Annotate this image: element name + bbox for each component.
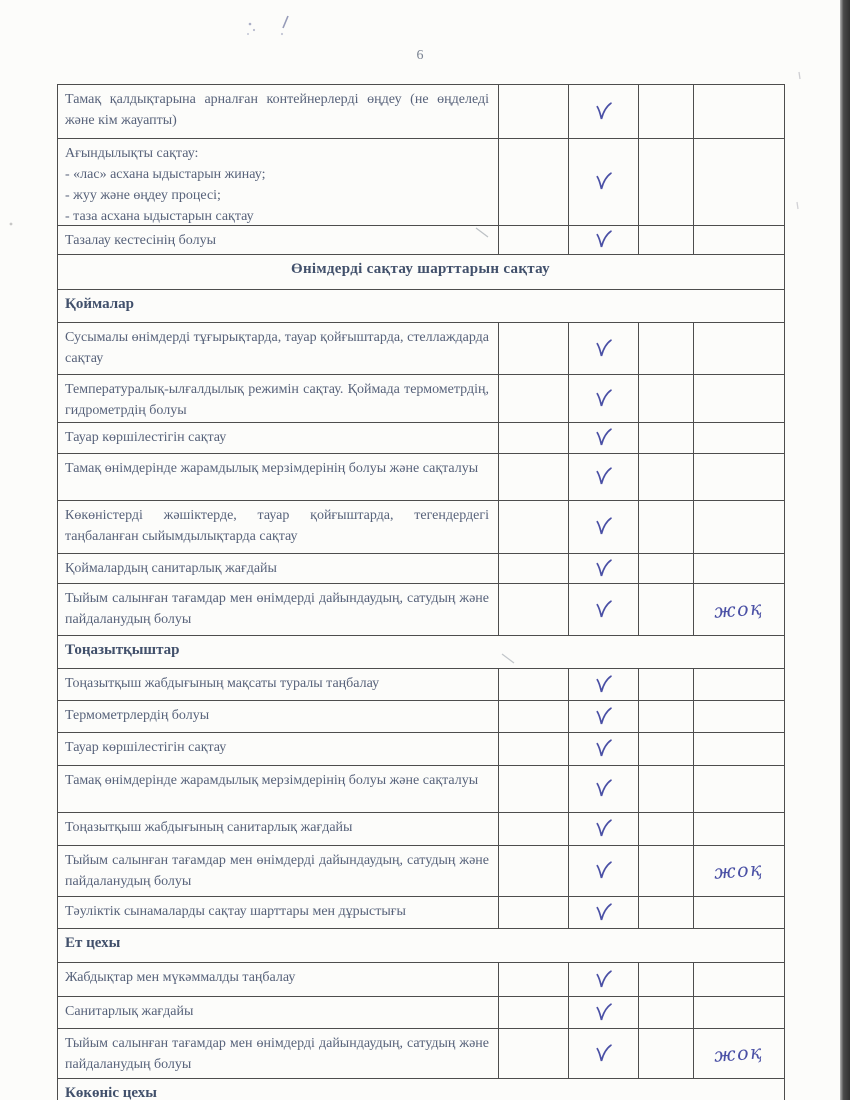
check-cell [568,963,638,996]
checkmark-icon [594,861,612,882]
empty-cell [498,669,568,700]
note-cell [693,323,784,374]
checkmark-icon [594,969,612,990]
item-text: Тоңазытқыш жабдығының санитарлық жағдайы [65,820,353,835]
table-row [58,554,784,584]
checkmark-icon [594,1002,612,1023]
subsection-header-row [58,1079,784,1100]
empty-cell [638,1029,693,1078]
note-cell [693,701,784,732]
table-row [58,701,784,733]
checkmark-icon [594,467,612,488]
item-text: Температуралық-ылғалдылық режимін сақтау. Қоймада термометрдің, гидрометрдің болуы [65,382,489,418]
empty-cell [638,554,693,583]
item-text: Тазалау кестесінің болуы [65,233,216,248]
empty-cell [638,454,693,500]
checkmark-icon [594,1043,612,1064]
item-text: Тыйым салынған тағамдар мен өнімдерді дайындаудың, сатудың және пайдаланудың болуы [65,591,489,627]
item-text: Тоңазытқыш жабдығының мақсаты туралы таңбалау [65,676,380,691]
empty-cell [638,226,693,254]
item-text: Тамақ қалдықтарына арналған контейнерлерді өңдеу (не өңделеді және кім жауапты) [65,92,489,128]
note-cell [693,85,784,138]
table-row [58,501,784,554]
section-title: Көкөніс цехы [65,1085,157,1100]
table-row [58,423,784,454]
section-title: Тоңазытқыштар [65,642,180,658]
empty-cell [638,139,693,225]
check-cell [568,897,638,928]
table-row [58,454,784,501]
checkmark-icon [594,706,612,727]
checkmark-icon [594,428,612,449]
note-cell [693,846,784,896]
item-text: Қоймалардың санитарлық жағдайы [65,561,277,576]
note-cell [693,897,784,928]
empty-cell [498,733,568,765]
table-row [58,1029,784,1079]
empty-cell [638,701,693,732]
checkmark-icon [594,674,612,695]
table-row [58,139,784,226]
empty-cell [638,897,693,928]
checkmark-icon [594,739,612,760]
subsection-header-row [58,290,784,323]
empty-cell [498,997,568,1028]
item-text: Сусымалы өнімдерді тұғырықтарда, тауар қойғыштарда, стеллаждарда сақтау [65,330,489,366]
item-text: Тыйым салынған тағамдар мен өнімдерді дайындаудың, сатудың және пайдаланудың болуы [65,1036,489,1072]
note-cell [693,226,784,254]
item-text: Тәуліктік сынамаларды сақтау шарттары мен дұрыстығы [65,904,406,919]
empty-cell [498,85,568,138]
empty-cell [638,813,693,845]
table-row [58,584,784,636]
table-row [58,813,784,846]
check-cell [568,375,638,422]
note-cell [693,584,784,635]
empty-cell [638,323,693,374]
empty-cell [498,584,568,635]
check-cell [568,584,638,635]
check-cell [568,423,638,453]
check-cell [568,733,638,765]
note-cell [693,733,784,765]
empty-cell [498,846,568,896]
empty-cell [638,85,693,138]
empty-cell [638,846,693,896]
empty-cell [498,701,568,732]
checkmark-icon [594,902,612,923]
empty-cell [498,766,568,812]
table-row [58,997,784,1029]
checkmark-icon [594,172,612,193]
checkmark-icon [594,558,612,579]
item-text: Тамақ өнімдерінде жарамдылық мерзімдерінің болуы және сақталуы [65,461,479,476]
check-cell [568,85,638,138]
table-row [58,226,784,255]
empty-cell [638,997,693,1028]
empty-cell [498,897,568,928]
table-row [58,733,784,766]
edge-speck [796,70,804,82]
subsection-header-row [58,636,784,669]
page-number: 6 [416,48,424,63]
check-cell [568,846,638,896]
table-row [58,897,784,929]
empty-cell [638,423,693,453]
check-cell [568,501,638,553]
check-cell [568,323,638,374]
ink-smudge [243,10,301,42]
note-cell [693,1029,784,1078]
item-text: Тыйым салынған тағамдар мен өнімдерді дайындаудың, сатудың және пайдаланудың болуы [65,853,489,889]
note-cell [693,501,784,553]
table-row [58,846,784,897]
section-title: Ет цехы [65,935,121,951]
empty-cell [498,375,568,422]
note-cell [693,375,784,422]
table-row [58,375,784,423]
item-text: Термометрлердің болуы [65,708,210,723]
check-cell [568,813,638,845]
checkmark-icon [594,338,612,359]
check-cell [568,554,638,583]
item-text: Тауар көршілестігін сақтау [65,740,227,755]
empty-cell [638,375,693,422]
margin-speck [8,220,16,230]
checkmark-icon [594,388,612,409]
item-text: Көкөністерді жәшіктерде, тауар қойғыштарда, тегендердегі таңбаланған сыйымдылықтарда сақтау [65,508,489,544]
empty-cell [498,423,568,453]
empty-cell [498,554,568,583]
section-header-row [58,255,784,290]
empty-cell [638,766,693,812]
check-cell [568,997,638,1028]
empty-cell [638,733,693,765]
table-row [58,85,784,139]
empty-cell [638,669,693,700]
subsection-header-row [58,929,784,963]
empty-cell [498,323,568,374]
empty-cell [498,501,568,553]
table-row [58,963,784,997]
check-cell [568,701,638,732]
note-cell [693,963,784,996]
empty-cell [498,454,568,500]
empty-cell [638,501,693,553]
handwritten-note: жоқ [713,596,765,623]
item-text: Тауар көршілестігін сақтау [65,430,227,445]
section-title: Қоймалар [65,296,135,312]
item-text: Тамақ өнімдерінде жарамдылық мерзімдерінің болуы және сақталуы [65,773,479,788]
handwritten-note: жоқ [713,858,765,884]
note-cell [693,997,784,1028]
empty-cell [498,139,568,225]
check-cell [568,669,638,700]
table-row [58,766,784,813]
checkmark-icon [594,517,612,538]
empty-cell [498,813,568,845]
table-row [58,323,784,375]
empty-cell [498,963,568,996]
checkmark-icon [594,819,612,840]
note-cell [693,813,784,845]
checkmark-icon [594,230,612,251]
item-text: Ағындылықты сақтау: - «лас» асхана ыдыстарын жинау; - жуу және өңдеу процесі; - таза асхана ыдыстарын сақтау [65,146,266,224]
edge-speck [794,200,802,212]
empty-cell [638,963,693,996]
check-cell [568,139,638,225]
empty-cell [498,1029,568,1078]
note-cell [693,423,784,453]
check-cell [568,766,638,812]
section-title: Өнімдерді сақтау шарттарын сақтау [291,261,550,277]
note-cell [693,554,784,583]
checkmark-icon [594,779,612,800]
check-cell [568,1029,638,1078]
checklist-table [57,84,785,1100]
note-cell [693,669,784,700]
scan-edge-shadow [840,0,850,1100]
checkmark-icon [594,599,612,620]
check-cell [568,454,638,500]
check-cell [568,226,638,254]
empty-cell [498,226,568,254]
item-text: Санитарлық жағдайы [65,1004,194,1019]
item-text: Жабдықтар мен мүкәммалды таңбалау [65,970,296,985]
note-cell [693,139,784,225]
checkmark-icon [594,101,612,122]
empty-cell [638,584,693,635]
note-cell [693,766,784,812]
note-cell [693,454,784,500]
handwritten-note: жоқ [713,1040,765,1067]
table-row [58,669,784,701]
